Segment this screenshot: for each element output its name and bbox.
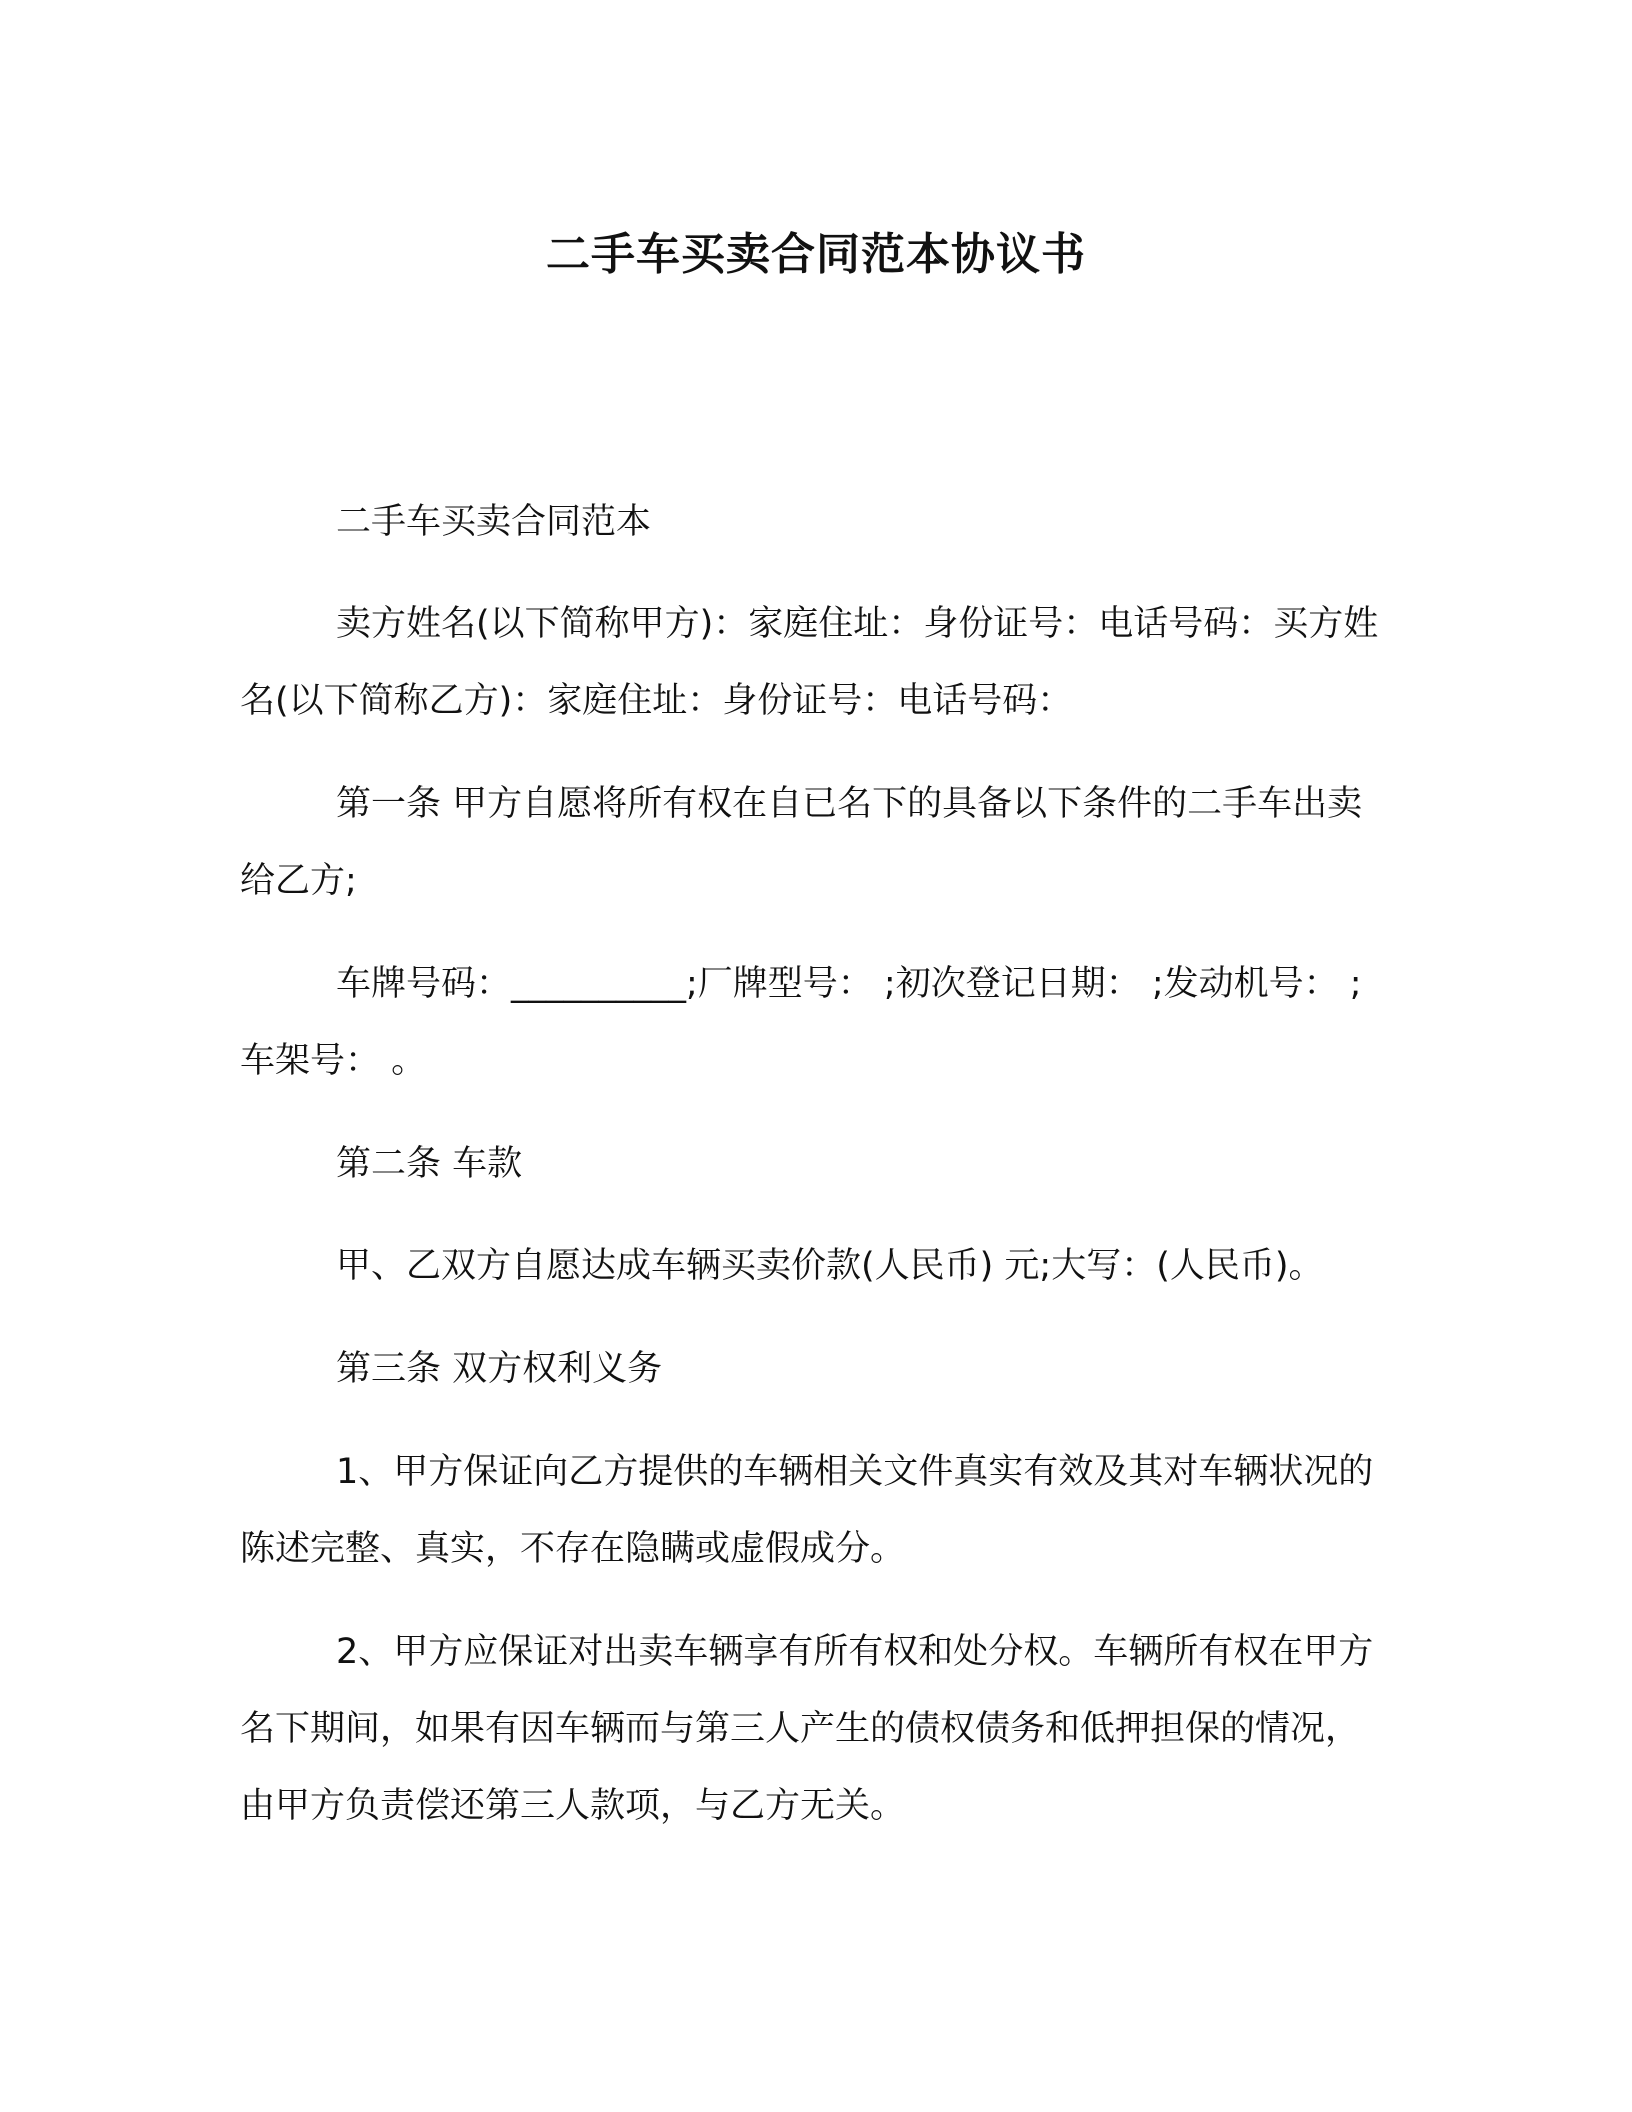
paragraph-clause-1: 1、甲方保证向乙方提供的车辆相关文件真实有效及其对车辆状况的陈述完整、真实，不存在隐瞒或虚假成分。: [240, 1452, 1374, 1569]
paragraph-clause-2: 2、甲方应保证对出卖车辆享有所有权和处分权。车辆所有权在甲方名下期间，如果有因车辆而与第三人产生的债权债务和低押担保的情况，由甲方负责偿还第三人款项，与乙方无关。: [240, 1632, 1374, 1826]
paragraph-article-2-heading: 第二条 车款: [336, 1144, 523, 1184]
paragraph-article-3-heading: 第三条 双方权利义务: [336, 1349, 663, 1389]
paragraph-price: 甲、乙双方自愿达成车辆买卖价款(人民币) 元;大写：(人民币)。: [336, 1246, 1324, 1286]
paragraph-parties: 卖方姓名(以下简称甲方)：家庭住址：身份证号：电话号码：买方姓名(以下简称乙方)：家庭住址：身份证号：电话号码：: [240, 604, 1379, 721]
paragraph-article-1: 第一条 甲方自愿将所有权在自已名下的具备以下条件的二手车出卖给乙方;: [240, 784, 1363, 901]
paragraph-heading: 二手车买卖合同范本: [336, 502, 652, 542]
paragraph-vehicle-info: 车牌号码：__________;厂牌型号： ;初次登记日期： ;发动机号： ;车架号： 。: [240, 964, 1362, 1081]
document-title: 二手车买卖合同范本协议书: [546, 229, 1086, 280]
